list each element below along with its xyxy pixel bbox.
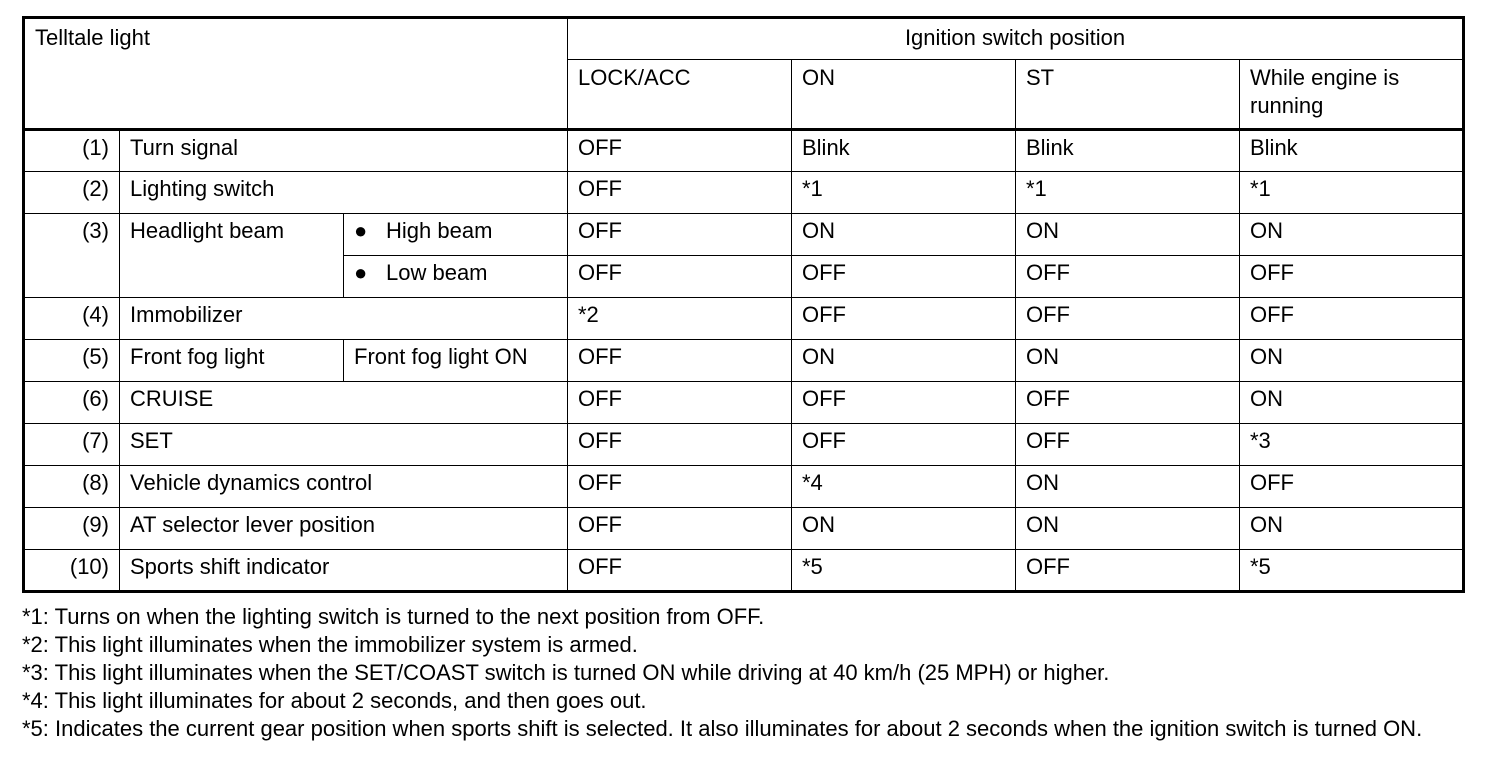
footnote-2: *2: This light illuminates when the immobilizer system is armed. bbox=[22, 632, 638, 657]
table-row bbox=[24, 424, 1464, 466]
cell-engine-running: OFF bbox=[1240, 298, 1464, 340]
table-row bbox=[24, 298, 1464, 340]
cell-engine-running: ON bbox=[1240, 340, 1464, 382]
row-sub-label: Front fog light ON bbox=[344, 340, 568, 382]
row-number: (7) bbox=[24, 424, 120, 466]
table-row bbox=[24, 340, 1464, 382]
cell-st: OFF bbox=[1016, 298, 1240, 340]
row-name: Sports shift indicator bbox=[120, 550, 568, 592]
cell-engine-running: Blink bbox=[1240, 130, 1464, 172]
cell-st: OFF bbox=[1016, 382, 1240, 424]
cell-lock-acc: OFF bbox=[568, 172, 792, 214]
cell-lock-acc: OFF bbox=[568, 340, 792, 382]
footnote-3: *3: This light illuminates when the SET/COAST switch is turned ON while driving at 40 km/h (25 MPH) or higher. bbox=[22, 660, 1110, 685]
row-name: SET bbox=[120, 424, 568, 466]
cell-on: OFF bbox=[792, 256, 1016, 298]
row-number: (4) bbox=[24, 298, 120, 340]
row-name: Turn signal bbox=[120, 130, 568, 172]
cell-on: OFF bbox=[792, 424, 1016, 466]
cell-lock-acc: OFF bbox=[568, 256, 792, 298]
cell-lock-acc: OFF bbox=[568, 382, 792, 424]
cell-st: OFF bbox=[1016, 424, 1240, 466]
cell-lock-acc: *2 bbox=[568, 298, 792, 340]
header-lock-acc: LOCK/ACC bbox=[568, 60, 792, 130]
cell-engine-running: *3 bbox=[1240, 424, 1464, 466]
header-st: ST bbox=[1016, 60, 1240, 130]
cell-engine-running: OFF bbox=[1240, 256, 1464, 298]
footnote-1: *1: Turns on when the lighting switch is turned to the next position from OFF. bbox=[22, 604, 765, 629]
cell-engine-running: ON bbox=[1240, 508, 1464, 550]
cell-on: *4 bbox=[792, 466, 1016, 508]
table-row bbox=[24, 172, 1464, 214]
cell-on: ON bbox=[792, 214, 1016, 256]
sub-label-text: High beam bbox=[386, 218, 493, 243]
row-number: (2) bbox=[24, 172, 120, 214]
cell-on: OFF bbox=[792, 382, 1016, 424]
header-telltale-light: Telltale light bbox=[24, 18, 568, 130]
row-sub-label bbox=[344, 214, 568, 256]
cell-on: *5 bbox=[792, 550, 1016, 592]
bullet-icon: ● bbox=[354, 218, 368, 243]
cell-on: Blink bbox=[792, 130, 1016, 172]
cell-st: Blink bbox=[1016, 130, 1240, 172]
row-name: CRUISE bbox=[120, 382, 568, 424]
row-number: (10) bbox=[24, 550, 120, 592]
row-name: Headlight beam bbox=[120, 214, 344, 298]
cell-engine-running: *5 bbox=[1240, 550, 1464, 592]
telltale-light-table bbox=[22, 16, 1465, 593]
cell-lock-acc: OFF bbox=[568, 508, 792, 550]
bullet-icon: ● bbox=[354, 260, 368, 285]
table-row bbox=[24, 466, 1464, 508]
row-name: AT selector lever position bbox=[120, 508, 568, 550]
row-number: (9) bbox=[24, 508, 120, 550]
row-name: Lighting switch bbox=[120, 172, 568, 214]
row-sub-label bbox=[344, 256, 568, 298]
cell-on: OFF bbox=[792, 298, 1016, 340]
footnote-5: *5: Indicates the current gear position when sports shift is selected. It also illuminates for about 2 seconds when the ignition switch is turned ON. bbox=[22, 716, 1423, 741]
cell-engine-running: OFF bbox=[1240, 466, 1464, 508]
header-on: ON bbox=[792, 60, 1016, 130]
row-number: (5) bbox=[24, 340, 120, 382]
row-name: Immobilizer bbox=[120, 298, 568, 340]
footnote-4: *4: This light illuminates for about 2 seconds, and then goes out. bbox=[22, 688, 647, 713]
cell-engine-running: ON bbox=[1240, 382, 1464, 424]
table-row bbox=[24, 508, 1464, 550]
table-row bbox=[24, 214, 1464, 256]
table-row bbox=[24, 130, 1464, 172]
cell-st: OFF bbox=[1016, 256, 1240, 298]
footnotes bbox=[22, 603, 1472, 743]
cell-st: ON bbox=[1016, 508, 1240, 550]
cell-engine-running: *1 bbox=[1240, 172, 1464, 214]
row-number: (1) bbox=[24, 130, 120, 172]
cell-lock-acc: OFF bbox=[568, 466, 792, 508]
sub-label-text: Low beam bbox=[386, 260, 488, 285]
row-number: (3) bbox=[24, 214, 120, 298]
header-while-engine-running: While engine is running bbox=[1240, 60, 1464, 130]
cell-on: *1 bbox=[792, 172, 1016, 214]
cell-st: ON bbox=[1016, 466, 1240, 508]
table-row bbox=[24, 550, 1464, 592]
header-ignition-switch-position: Ignition switch position bbox=[568, 18, 1464, 60]
cell-lock-acc: OFF bbox=[568, 214, 792, 256]
cell-lock-acc: OFF bbox=[568, 424, 792, 466]
cell-st: ON bbox=[1016, 340, 1240, 382]
cell-st: OFF bbox=[1016, 550, 1240, 592]
cell-st: ON bbox=[1016, 214, 1240, 256]
cell-lock-acc: OFF bbox=[568, 130, 792, 172]
row-number: (6) bbox=[24, 382, 120, 424]
row-name: Front fog light bbox=[120, 340, 344, 382]
cell-st: *1 bbox=[1016, 172, 1240, 214]
table-row bbox=[24, 382, 1464, 424]
row-name: Vehicle dynamics control bbox=[120, 466, 568, 508]
cell-lock-acc: OFF bbox=[568, 550, 792, 592]
cell-on: ON bbox=[792, 340, 1016, 382]
cell-on: ON bbox=[792, 508, 1016, 550]
cell-engine-running: ON bbox=[1240, 214, 1464, 256]
row-number: (8) bbox=[24, 466, 120, 508]
